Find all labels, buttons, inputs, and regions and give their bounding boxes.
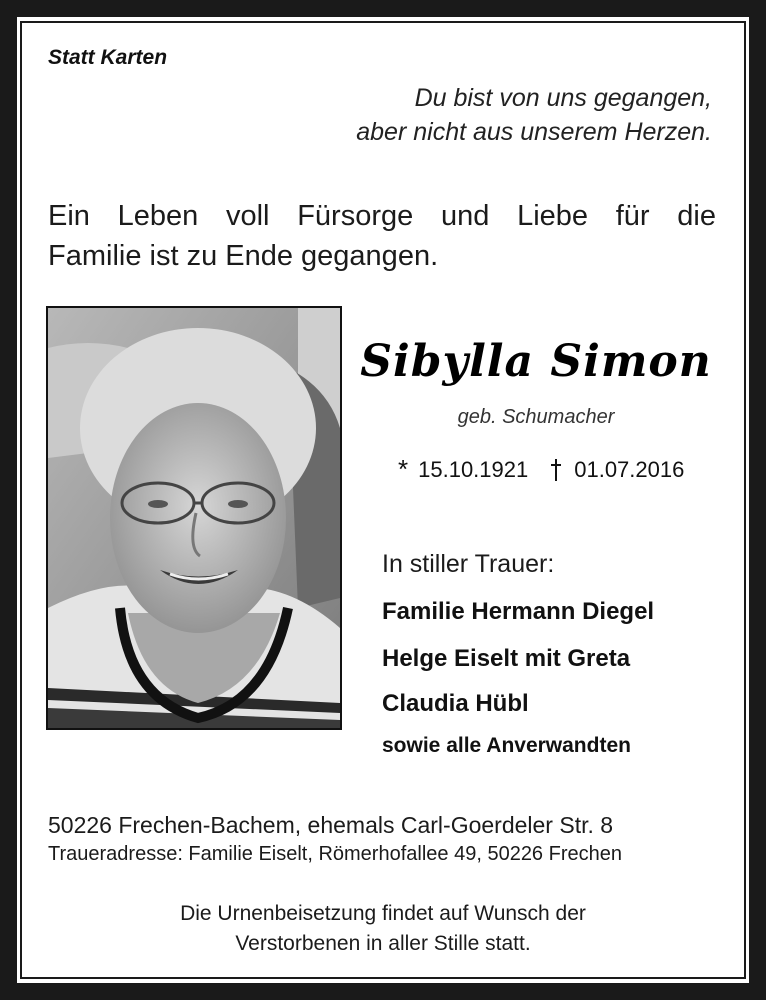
birth-star-icon: * bbox=[398, 454, 409, 484]
mourner-3: Claudia Hübl bbox=[382, 690, 529, 717]
address-line-1: 50226 Frechen-Bachem, ehemals Carl-Goerdeler Str. 8 bbox=[48, 812, 614, 838]
birth-name: geb. Schumacher bbox=[457, 406, 615, 428]
closing-line-1: Die Urnenbeisetzung findet auf Wunsch der bbox=[180, 902, 586, 925]
mourner-2: Helge Eiselt mit Greta bbox=[382, 645, 631, 672]
address-line-2: Traueradresse: Familie Eiselt, Römerhofallee 49, 50226 Frechen bbox=[48, 843, 622, 865]
portrait-photo bbox=[46, 306, 342, 730]
deceased-name: Sibylla Simon bbox=[360, 336, 712, 387]
mourning-intro: In stiller Trauer: bbox=[382, 550, 555, 578]
death-date: 01.07.2016 bbox=[574, 456, 685, 482]
life-dates bbox=[398, 454, 684, 485]
quote-line-2: aber nicht aus unserem Herzen. bbox=[356, 118, 712, 146]
lead-text-line-1: Ein Leben voll Fürsorge und Liebe für die bbox=[48, 200, 716, 232]
lead-text-line-2: Familie ist zu Ende gegangen. bbox=[48, 240, 439, 272]
closing-line-2: Verstorbenen in aller Stille statt. bbox=[235, 932, 531, 955]
header-label: Statt Karten bbox=[48, 46, 168, 69]
death-cross-icon bbox=[550, 459, 562, 481]
quote-line-1: Du bist von uns gegangen, bbox=[414, 84, 712, 112]
mourner-1: Familie Hermann Diegel bbox=[382, 598, 655, 625]
birth-date: 15.10.1921 bbox=[418, 456, 529, 482]
mourner-4: sowie alle Anverwandten bbox=[382, 734, 631, 757]
